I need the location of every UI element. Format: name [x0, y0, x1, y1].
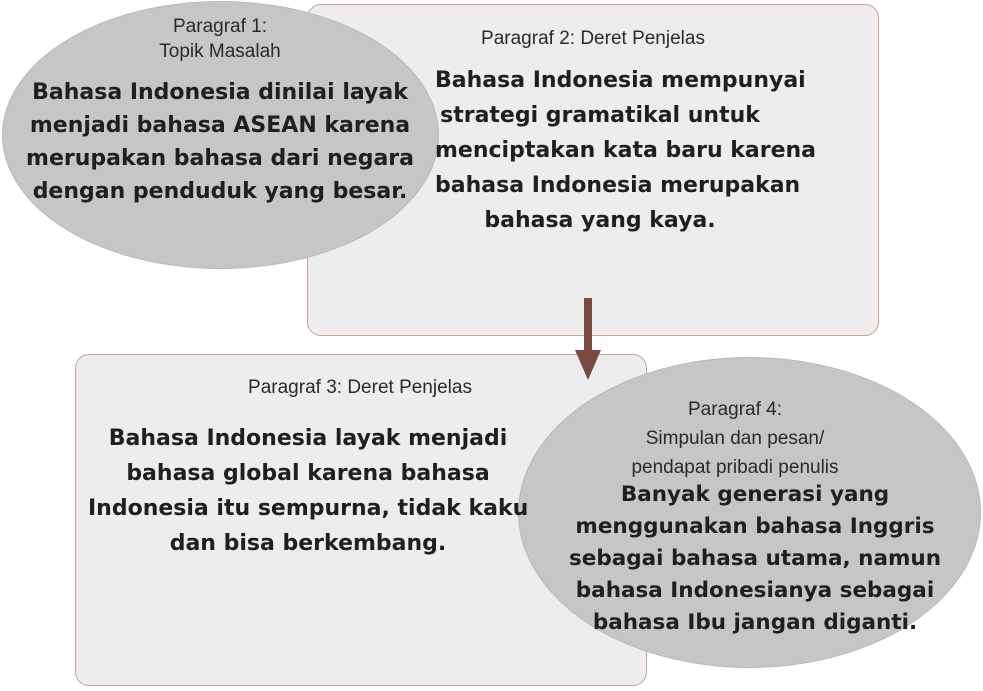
paragraph-3-body-line: bahasa global karena bahasa: [126, 461, 490, 486]
paragraph-2-body: [435, 63, 817, 238]
paragraph-4-title-line: Paragraf 4:: [688, 399, 782, 420]
paragraph-4-body: [560, 479, 950, 639]
paragraph-1-body-line: merupakan bahasa dari negara: [26, 146, 414, 171]
paragraph-2-body-line: bahasa Indonesia merupakan: [435, 173, 801, 198]
paragraph-2-body-line: menciptakan kata baru karena: [435, 138, 817, 163]
paragraph-1-body: [20, 76, 420, 208]
paragraph-3-body-line: Bahasa Indonesia layak menjadi: [108, 426, 508, 451]
paragraph-4-title: [590, 395, 880, 482]
paragraph-1-body-line: dengan penduduk yang besar.: [32, 179, 408, 204]
paragraph-1-body-line: menjadi bahasa ASEAN karena: [29, 113, 411, 138]
down-arrow-icon: [575, 298, 601, 380]
paragraph-1-title-line: Paragraf 1:: [173, 16, 267, 37]
paragraph-3-title: Paragraf 3: Deret Penjelas: [248, 377, 472, 398]
paragraph-1-title: [70, 15, 370, 63]
paragraph-4-body-line: sebagai bahasa utama, namun: [568, 546, 942, 571]
paragraph-3-body: [88, 421, 528, 561]
paragraph-4-body-line: menggunakan bahasa Inggris: [575, 514, 935, 539]
paragraph-3-body-line: Indonesia itu sempurna, tidak kaku: [88, 496, 529, 521]
paragraph-4-title-line: Simpulan dan pesan/: [645, 428, 825, 449]
paragraph-4-body-line: Banyak generasi yang: [620, 482, 890, 507]
paragraph-3-body-line: dan bisa berkembang.: [169, 531, 447, 556]
paragraph-4-body-line: bahasa Ibu jangan diganti.: [592, 610, 918, 635]
paragraph-1-body-line: Bahasa Indonesia dinilai layak: [32, 80, 408, 105]
paragraph-4-title-line: pendapat pribadi penulis: [631, 457, 839, 478]
paragraph-2-body-line: strategi gramatikal untuk: [440, 103, 760, 128]
paragraph-4-body-line: bahasa Indonesianya sebagai: [575, 578, 935, 603]
paragraph-1-title-line: Topik Masalah: [159, 41, 281, 62]
paragraph-2-title: Paragraf 2: Deret Penjelas: [481, 28, 705, 49]
paragraph-2-body-line: bahasa yang kaya.: [484, 208, 716, 233]
paragraph-2-body-line: Bahasa Indonesia mempunyai: [435, 68, 806, 93]
